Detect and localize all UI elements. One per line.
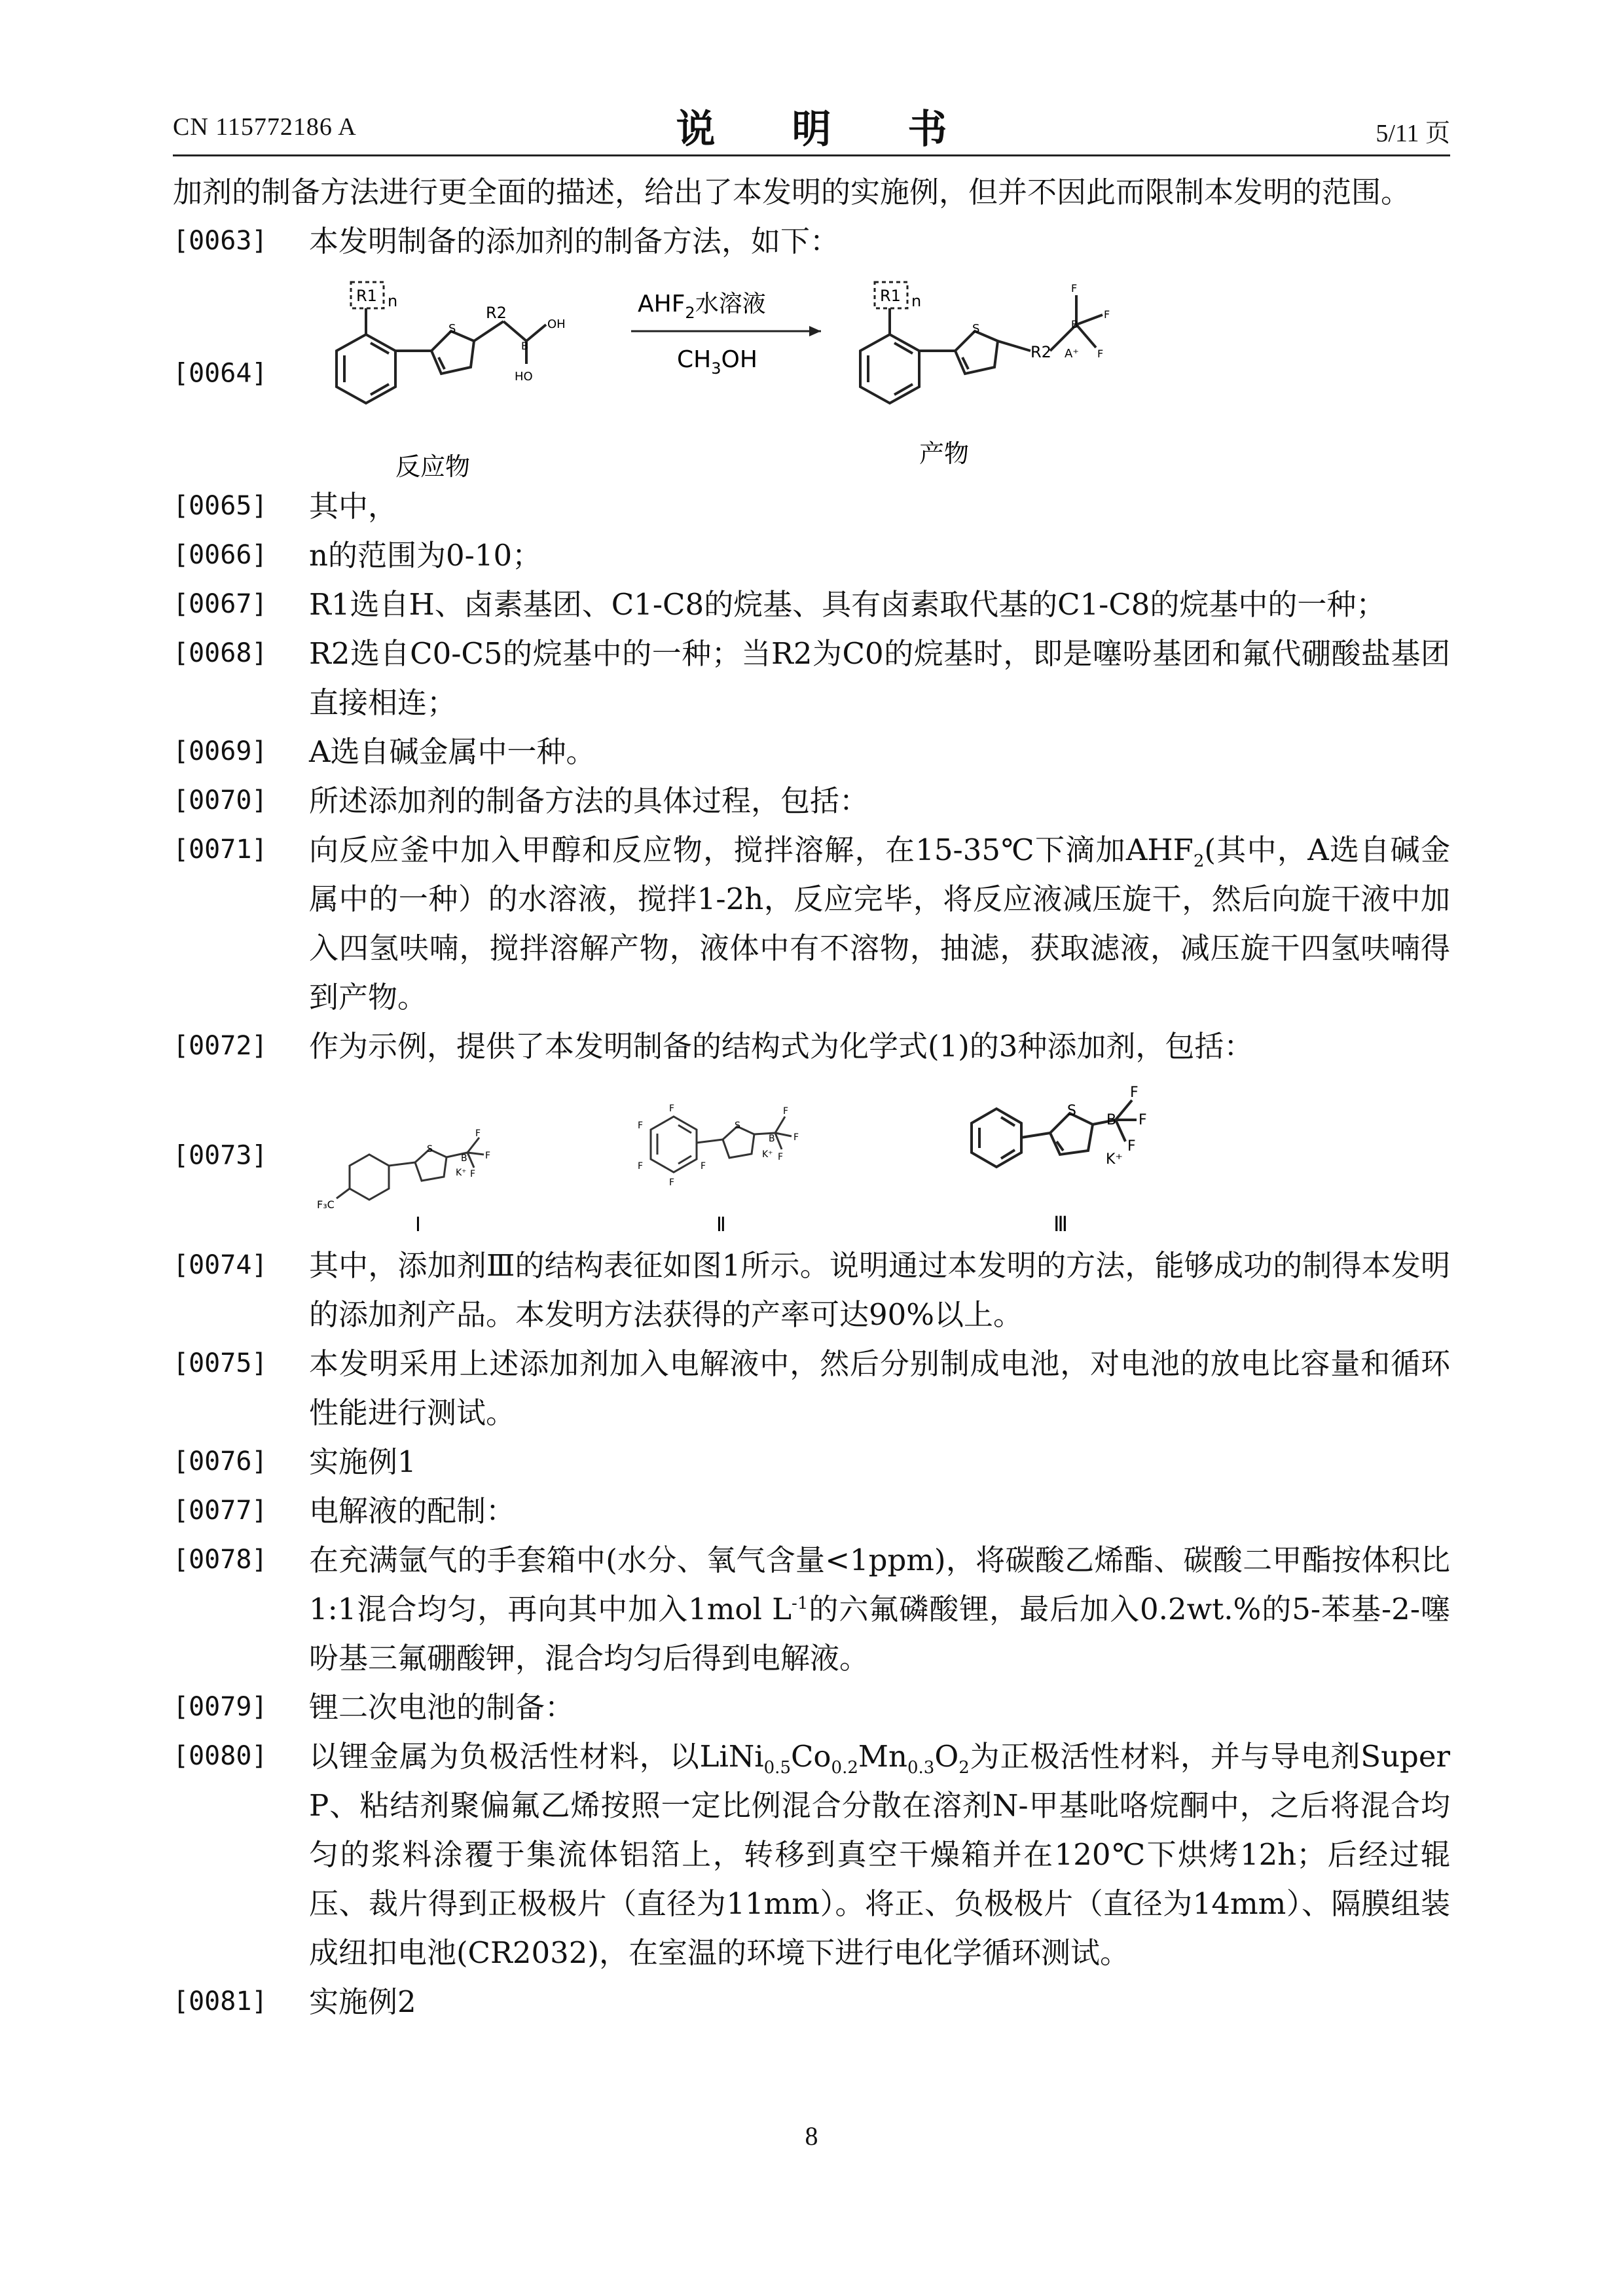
paragraph-0065 (173, 482, 1450, 531)
svg-text:B: B (461, 1153, 467, 1164)
paragraph-0068 (173, 629, 1450, 727)
n-label: n (388, 292, 398, 310)
page-header (173, 98, 1450, 157)
svg-text:F: F (778, 1152, 784, 1162)
paragraph-text: R1选自H、卤素基团、C1-C8的烷基、具有卤素取代基的C1-C8的烷基中的一种； (309, 587, 1386, 622)
paragraph-0081 (173, 1977, 1450, 2026)
svg-text:F: F (783, 1106, 789, 1117)
svg-text:S: S (427, 1144, 433, 1155)
paragraph-0069 (173, 727, 1450, 776)
paragraph-text: 实施例1 (309, 1444, 416, 1479)
svg-text:F: F (1071, 282, 1078, 295)
paragraph-number: [0071] (173, 834, 268, 865)
paragraph-number: [0078] (173, 1545, 268, 1575)
compound-label-3: Ⅲ (1053, 1211, 1068, 1236)
paragraph-0067 (173, 580, 1450, 629)
paragraph-number: [0073] (173, 1140, 268, 1171)
solvent-label: $CH_3OH$ (677, 346, 757, 378)
paragraph-0077 (173, 1486, 1450, 1535)
svg-text:R1: R1 (880, 287, 901, 305)
svg-text:F: F (638, 1121, 644, 1131)
paragraph-0078: [0078] 在充满氩气的手套箱中(水分、氧气含量<1ppm)，将碳酸乙烯酯、碳酸二甲酯按体积比1:1混合均匀，再向其中加入1mol $L^{-1}$的六氟磷酸锂，最后加入0.2wt.%的5-苯基-2-噻吩基三氟硼酸钾，混合均匀后得到电解液。 (173, 1535, 1450, 1683)
paragraph-number: [0065] (173, 491, 268, 521)
paragraph-0079 (173, 1683, 1450, 1732)
header-rule (173, 154, 1450, 156)
svg-text:F: F (1104, 308, 1110, 321)
compound-label-1: Ⅰ (415, 1213, 421, 1236)
svg-text:S: S (1067, 1103, 1076, 1119)
svg-text:F: F (470, 1169, 476, 1179)
svg-text:F: F (475, 1128, 481, 1139)
reactant-label: 反应物 (395, 452, 471, 481)
document-body (173, 168, 1450, 2026)
svg-text:F: F (485, 1151, 491, 1161)
ho-label: HO (515, 370, 533, 384)
paragraph-number: [0064] (173, 358, 268, 389)
paragraph-number: [0076] (173, 1446, 268, 1477)
r1-label: R1 (356, 287, 377, 305)
svg-text:F: F (1097, 348, 1104, 360)
reagent-label: $AHF_2$水溶液 (638, 291, 766, 322)
paragraph-number: [0072] (173, 1031, 268, 1061)
s-label: S (448, 322, 456, 336)
svg-text:F: F (1130, 1085, 1139, 1101)
svg-text:B: B (1071, 318, 1078, 331)
paragraph-0076 (173, 1437, 1450, 1486)
svg-text:K⁺: K⁺ (1106, 1151, 1123, 1168)
thiophene-ring (431, 331, 474, 374)
svg-text:S: S (735, 1121, 740, 1131)
page-number: 8 (805, 2121, 818, 2151)
paragraph-0064 (173, 266, 1450, 482)
paragraph-number: [0069] (173, 736, 268, 766)
intro-paragraph: 加剂的制备方法进行更全面的描述，给出了本发明的实施例，但并不因此而限制本发明的范围。 (173, 175, 1411, 209)
paragraph-number: [0066] (173, 540, 268, 570)
paragraph-text: 锂二次电池的制备： (309, 1690, 575, 1725)
compound-2 (651, 1117, 792, 1172)
paragraph-number: [0070] (173, 785, 268, 816)
svg-text:F: F (701, 1161, 706, 1172)
svg-text:A⁺: A⁺ (1065, 347, 1079, 361)
svg-text:F: F (638, 1161, 644, 1172)
paragraph-number: [0063] (173, 226, 268, 256)
paragraph-text: 电解液的配制： (309, 1494, 516, 1528)
paragraph-number: [0067] (173, 589, 268, 619)
paragraph-text: 其中，添加剂Ⅲ的结构表征如图1所示。说明通过本发明的方法，能够成功的制得本发明的添加剂产品。本发明方法获得的产率可达90%以上。 (309, 1248, 1450, 1332)
svg-text:n: n (911, 292, 922, 310)
paragraph-number: [0080] (173, 1741, 268, 1771)
paragraph-text: 实施例2 (309, 1984, 416, 2019)
paragraph-text: 所述添加剂的制备方法的具体过程，包括： (309, 783, 869, 818)
publication-number: CN 115772186 A (173, 113, 357, 141)
paragraph-text: 作为示例，提供了本发明制备的结构式为化学式(1)的3种添加剂，包括： (309, 1029, 1254, 1064)
svg-text:K⁺: K⁺ (762, 1149, 773, 1160)
svg-text:F: F (793, 1132, 799, 1143)
paragraph-text: n的范围为0-10； (309, 538, 542, 573)
paragraph-number: [0081] (173, 1986, 268, 2017)
paragraph-0063 (173, 217, 1450, 266)
page-info: 5/11 页 (1376, 120, 1450, 147)
paragraph-0074 (173, 1241, 1450, 1339)
svg-text:F: F (669, 1177, 675, 1188)
document-title: 说 明 书 (676, 107, 979, 152)
paragraph-0075 (173, 1339, 1450, 1437)
b-label: B (521, 340, 528, 352)
oh-label: OH (547, 317, 566, 331)
paragraph-0070 (173, 776, 1450, 825)
paragraph-0066 (173, 531, 1450, 580)
paragraph-text: 其中， (309, 489, 398, 524)
paragraph-text: R2选自C0-C5的烷基中的一种；当R2为C0的烷基时，即是噻吩基团和氟代硼酸盐基团直接相连； (309, 636, 1450, 720)
svg-text:B: B (769, 1134, 775, 1144)
svg-text:产物: 产物 (919, 439, 970, 468)
svg-text:F: F (669, 1103, 675, 1114)
paragraph-0073 (173, 1071, 1450, 1241)
paragraph-number: [0068] (173, 638, 268, 668)
svg-text:F: F (1139, 1112, 1147, 1128)
paragraph-text: 本发明采用上述添加剂加入电解液中，然后分别制成电池，对电池的放电比容量和循环性能进行测试。 (309, 1346, 1450, 1430)
svg-text:S: S (972, 322, 980, 336)
svg-text:F: F (1127, 1138, 1136, 1155)
svg-text:B: B (1106, 1112, 1117, 1128)
svg-text:F₃C: F₃C (317, 1198, 335, 1211)
paragraph-number: [0074] (173, 1250, 268, 1280)
paragraph-0072 (173, 1022, 1450, 1071)
compound-label-2: Ⅱ (716, 1213, 726, 1236)
svg-text:K⁺: K⁺ (456, 1168, 467, 1178)
reaction-scheme (310, 266, 1450, 482)
svg-text:R2: R2 (1030, 343, 1051, 361)
r2-label: R2 (486, 304, 507, 322)
paragraph-number: [0079] (173, 1692, 268, 1722)
paragraph-text: A选自碱金属中一种。 (309, 734, 596, 769)
paragraph-number: [0075] (173, 1348, 268, 1378)
paragraph-text: 本发明制备的添加剂的制备方法，如下： (309, 224, 840, 259)
paragraph-number: [0077] (173, 1496, 268, 1526)
paragraph-0071: [0071] 向反应釜中加入甲醇和反应物，搅拌溶解，在15-35℃下滴加$AHF_2$(其中，A选自碱金属中的一种）的水溶液，搅拌1-2h，反应完毕，将反应液减压旋干，然后向旋干液中加入四氢呋喃，搅拌溶解产物，液体中有不溶物，抽滤，获取滤液，减压旋干四氢呋喃得到产物。 (173, 825, 1450, 1022)
paragraph-0080: [0080] 以锂金属为负极活性材料，以$LiNi_{0.5}Co_{0.2}Mn_{0.3}O_2$为正极活性材料，并与导电剂Super P、粘结剂聚偏氟乙烯按照一定比例混合分散在溶剂N-甲基吡咯烷酮中，之后将混合均匀的浆料涂覆于集流体铝箔上，转移到真空干燥箱并在120℃下烘烤12h；后经过辊压、裁片得到正极极片（直径为11mm）。将正、负极极片（直径为14mm）、隔膜组装成纽扣电池(CR2032)，在室温的环境下进行电化学循环测试。 (173, 1732, 1450, 1977)
compound-structures (310, 1071, 1450, 1241)
